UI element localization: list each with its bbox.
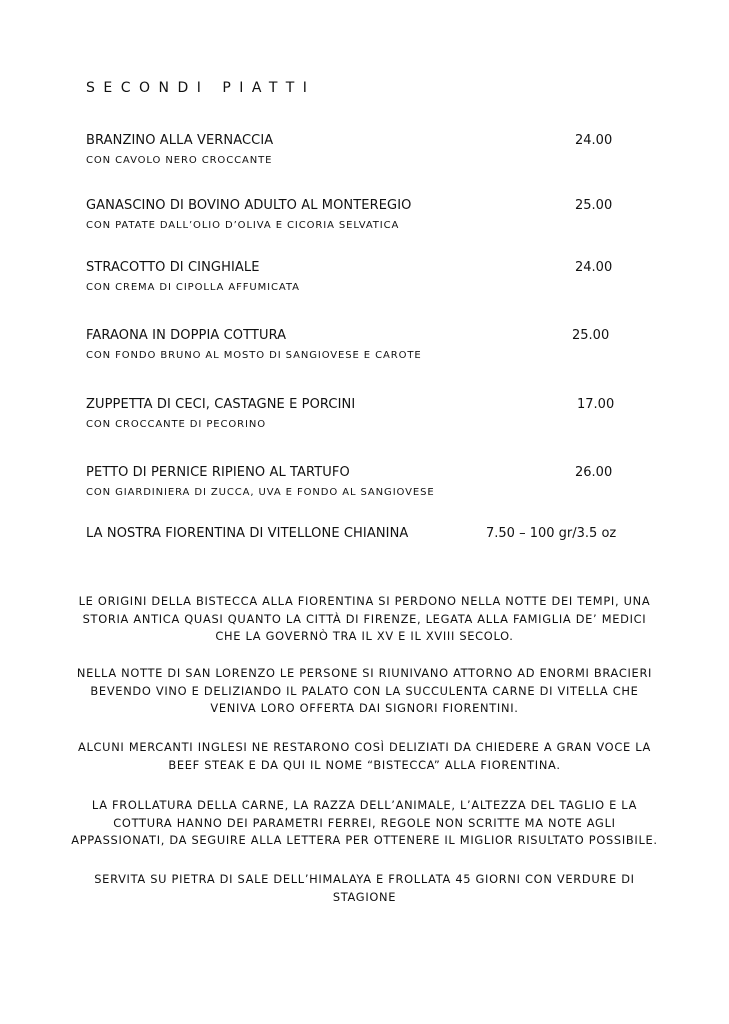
story-line: VENIVA LORO OFFERTA DAI SIGNORI FIORENTINI. <box>210 701 519 715</box>
story-line: BEVENDO VINO E DELIZIANDO IL PALATO CON LA SUCCULENTA CARNE DI VITELLA CHE <box>90 683 639 698</box>
section-title: SECONDI PIATTI <box>86 80 316 96</box>
story-paragraph <box>60 739 669 774</box>
story-line: CHE LA GOVERNÒ TRA IL XV E IL XVIII SECOLO. <box>215 629 514 643</box>
dish-name: GANASCINO DI BOVINO ADULTO AL MONTEREGIO <box>86 198 412 213</box>
dish-description: CON GIARDINIERA DI ZUCCA, UVA E FONDO AL SANGIOVESE <box>86 487 435 498</box>
dish-name: STRACOTTO DI CINGHIALE <box>86 260 260 275</box>
story-paragraph <box>60 665 669 718</box>
dish-name: LA NOSTRA FIORENTINA DI VITELLONE CHIANINA <box>86 526 409 541</box>
dish-price: 26.00 <box>575 465 613 480</box>
story-line: STORIA ANTICA QUASI QUANTO LA CITTÀ DI FIRENZE, LEGATA ALLA FAMIGLIA DE’ MEDICI <box>82 611 647 626</box>
story-line: NELLA NOTTE DI SAN LORENZO LE PERSONE SI RIUNIVANO ATTORNO AD ENORMI BRACIERI <box>76 666 653 680</box>
dish-description: CON CROCCANTE DI PECORINO <box>86 419 266 430</box>
dish-price: 24.00 <box>575 133 613 148</box>
story-paragraph <box>60 797 669 850</box>
dish-description: CON CREMA DI CIPOLLA AFFUMICATA <box>86 282 300 293</box>
story-line: LA FROLLATURA DELLA CARNE, LA RAZZA DELL’ANIMALE, L’ALTEZZA DEL TAGLIO E LA <box>91 798 638 812</box>
story-line: STAGIONE <box>332 889 397 904</box>
dish-description: CON FONDO BRUNO AL MOSTO DI SANGIOVESE E CAROTE <box>86 350 422 361</box>
story-line: ALCUNI MERCANTI INGLESI NE RESTARONO COSÌ DELIZIATI DA CHIEDERE A GRAN VOCE LA <box>77 740 652 754</box>
story-paragraph <box>60 871 669 906</box>
dish-description: CON CAVOLO NERO CROCCANTE <box>86 155 273 166</box>
story-line: APPASSIONATI, DA SEGUIRE ALLA LETTERA PER OTTENERE IL MIGLIOR RISULTATO POSSIBILE. <box>71 833 658 847</box>
dish-price: 25.00 <box>575 198 613 213</box>
story-line: LE ORIGINI DELLA BISTECCA ALLA FIORENTINA SI PERDONO NELLA NOTTE DEI TEMPI, UNA <box>78 594 651 608</box>
story-line: BEEF STEAK E DA QUI IL NOME “BISTECCA” ALLA FIORENTINA. <box>168 757 561 772</box>
dish-name: BRANZINO ALLA VERNACCIA <box>86 133 274 148</box>
dish-name: ZUPPETTA DI CECI, CASTAGNE E PORCINI <box>86 397 356 412</box>
dish-name: PETTO DI PERNICE RIPIENO AL TARTUFO <box>86 465 350 480</box>
story-paragraph <box>60 593 669 646</box>
story-line: SERVITA SU PIETRA DI SALE DELL’HIMALAYA E FROLLATA 45 GIORNI CON VERDURE DI <box>94 872 635 886</box>
dish-description: CON PATATE DALL’OLIO D’OLIVA E CICORIA SELVATICA <box>86 220 400 231</box>
dish-name: FARAONA IN DOPPIA COTTURA <box>86 328 287 343</box>
dish-price: 17.00 <box>577 397 615 412</box>
dish-price: 25.00 <box>572 328 610 343</box>
story-line: COTTURA HANNO DEI PARAMETRI FERREI, REGOLE NON SCRITTE MA NOTE AGLI <box>113 815 616 830</box>
dish-price: 24.00 <box>575 260 613 275</box>
dish-price: 7.50 – 100 gr/3.5 oz <box>486 526 617 541</box>
